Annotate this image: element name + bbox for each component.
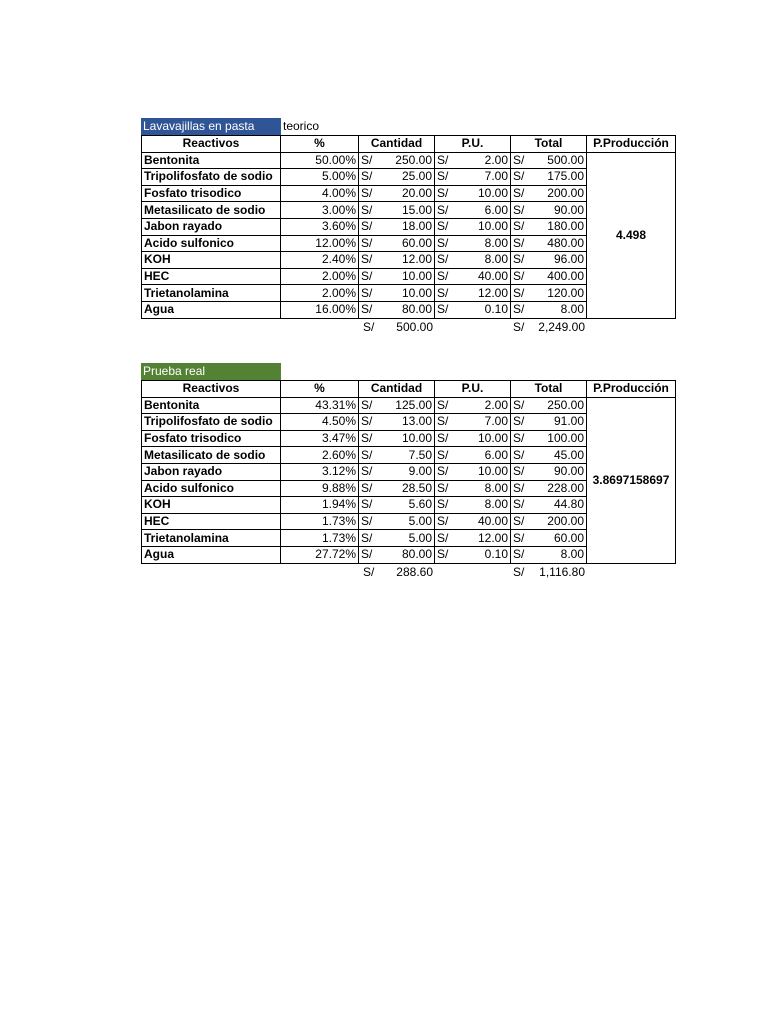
- currency-symbol: S/: [513, 319, 525, 334]
- total-cell: [511, 430, 587, 447]
- currency-symbol: S/: [361, 235, 373, 250]
- reactivo-name: Bentonita: [142, 397, 281, 414]
- cantidad-cell-value: 10.00: [401, 431, 432, 446]
- total-cell-value: 200.00: [547, 186, 584, 201]
- reactivo-name: KOH: [142, 497, 281, 514]
- reactivo-name: HEC: [142, 268, 281, 285]
- total-cell-value: 44.80: [553, 497, 584, 512]
- header-cantidad: Cantidad: [359, 136, 435, 153]
- teorico-section: [141, 118, 675, 336]
- currency-symbol: S/: [513, 431, 525, 446]
- reactivo-name: Metasilicato de sodio: [142, 202, 281, 219]
- currency-symbol: S/: [437, 235, 449, 250]
- currency-symbol: S/: [361, 269, 373, 284]
- currency-symbol: S/: [437, 252, 449, 267]
- total-cell-value: 100.00: [547, 431, 584, 446]
- total-cell: [511, 301, 587, 318]
- pct-cell: 1.73%: [281, 530, 359, 547]
- currency-symbol: S/: [513, 514, 525, 529]
- header-total: Total: [511, 381, 587, 398]
- currency-symbol: S/: [361, 447, 373, 462]
- pct-cell: 2.60%: [281, 447, 359, 464]
- total-cell-value: 200.00: [547, 514, 584, 529]
- currency-symbol: S/: [361, 414, 373, 429]
- total-cell-value: 500.00: [547, 152, 584, 167]
- header-pu: P.U.: [435, 136, 511, 153]
- total-cell-value: 90.00: [553, 464, 584, 479]
- total-total-value: 2,249.00: [538, 319, 585, 334]
- pu-cell: [435, 169, 511, 186]
- cantidad-cell: [359, 202, 435, 219]
- cantidad-cell: [359, 430, 435, 447]
- cantidad-cell: [359, 447, 435, 464]
- pu-cell: [435, 218, 511, 235]
- currency-symbol: S/: [361, 431, 373, 446]
- pu-cell-value: 8.00: [484, 480, 508, 495]
- total-cell-value: 180.00: [547, 219, 584, 234]
- total-cell: [511, 397, 587, 414]
- currency-symbol: S/: [513, 397, 525, 412]
- currency-symbol: S/: [437, 480, 449, 495]
- pu-cell-value: 6.00: [484, 202, 508, 217]
- currency-symbol: S/: [437, 202, 449, 217]
- currency-symbol: S/: [437, 414, 449, 429]
- total-cell-value: 175.00: [547, 169, 584, 184]
- header-pct: %: [281, 381, 359, 398]
- header-row: [142, 381, 676, 398]
- totals-row: [141, 319, 675, 336]
- pu-cell-value: 12.00: [477, 285, 508, 300]
- total-cell-value: 90.00: [553, 202, 584, 217]
- currency-symbol: S/: [437, 447, 449, 462]
- currency-symbol: S/: [361, 202, 373, 217]
- reactivo-name: Trietanolamina: [142, 285, 281, 302]
- pu-cell: [435, 430, 511, 447]
- reactivo-name: Fosfato trisodico: [142, 430, 281, 447]
- pu-cell: [435, 513, 511, 530]
- currency-symbol: S/: [437, 285, 449, 300]
- cantidad-cell-value: 13.00: [401, 414, 432, 429]
- currency-symbol: S/: [361, 152, 373, 167]
- cantidad-cell: [359, 463, 435, 480]
- currency-symbol: S/: [361, 169, 373, 184]
- pu-cell: [435, 202, 511, 219]
- header-produccion: P.Producción: [587, 381, 676, 398]
- currency-symbol: S/: [361, 464, 373, 479]
- reactivo-name: Trietanolamina: [142, 530, 281, 547]
- currency-symbol: S/: [361, 302, 373, 317]
- total-cantidad-value: 500.00: [396, 319, 433, 334]
- total-cell: [511, 235, 587, 252]
- pu-cell-value: 10.00: [477, 219, 508, 234]
- cantidad-cell-value: 20.00: [401, 186, 432, 201]
- pu-cell-value: 10.00: [477, 464, 508, 479]
- currency-symbol: S/: [513, 235, 525, 250]
- pct-cell: 3.12%: [281, 463, 359, 480]
- currency-symbol: S/: [513, 152, 525, 167]
- sheet-title: Lavavajillas en pasta: [141, 118, 281, 135]
- header-pu: P.U.: [435, 381, 511, 398]
- cantidad-cell: [359, 480, 435, 497]
- cantidad-cell-value: 80.00: [401, 547, 432, 562]
- reactivo-name: Agua: [142, 301, 281, 318]
- total-cell: [511, 414, 587, 431]
- pct-cell: 43.31%: [281, 397, 359, 414]
- currency-symbol: S/: [437, 497, 449, 512]
- pu-cell: [435, 546, 511, 563]
- total-cell-value: 228.00: [547, 480, 584, 495]
- header-row: [142, 136, 676, 153]
- currency-symbol: S/: [437, 547, 449, 562]
- header-cantidad: Cantidad: [359, 381, 435, 398]
- currency-symbol: S/: [437, 302, 449, 317]
- pu-cell-value: 0.10: [484, 302, 508, 317]
- pct-cell: 3.47%: [281, 430, 359, 447]
- prueba-real-section: [141, 363, 675, 581]
- total-cell: [511, 285, 587, 302]
- pu-cell-value: 8.00: [484, 235, 508, 250]
- currency-symbol: S/: [513, 169, 525, 184]
- pu-cell: [435, 397, 511, 414]
- cantidad-cell: [359, 414, 435, 431]
- cantidad-cell-value: 80.00: [401, 302, 432, 317]
- total-cell: [511, 268, 587, 285]
- total-cell-value: 120.00: [547, 285, 584, 300]
- cantidad-cell: [359, 397, 435, 414]
- pu-cell-value: 40.00: [477, 514, 508, 529]
- pu-cell-value: 7.00: [484, 414, 508, 429]
- total-cell: [511, 530, 587, 547]
- cantidad-cell: [359, 252, 435, 269]
- currency-symbol: S/: [437, 269, 449, 284]
- cantidad-cell-value: 12.00: [401, 252, 432, 267]
- header-pct: %: [281, 136, 359, 153]
- cantidad-cell-value: 15.00: [401, 202, 432, 217]
- pu-cell-value: 8.00: [484, 252, 508, 267]
- cantidad-cell-value: 10.00: [401, 285, 432, 300]
- currency-symbol: S/: [513, 219, 525, 234]
- currency-symbol: S/: [361, 514, 373, 529]
- produccion-cell: 4.498: [587, 152, 676, 318]
- pu-cell: [435, 480, 511, 497]
- reactivo-name: Agua: [142, 546, 281, 563]
- pu-cell-value: 8.00: [484, 497, 508, 512]
- currency-symbol: S/: [513, 252, 525, 267]
- cantidad-cell-value: 7.50: [408, 447, 432, 462]
- cantidad-cell: [359, 268, 435, 285]
- currency-symbol: S/: [513, 464, 525, 479]
- total-cell-value: 45.00: [553, 447, 584, 462]
- cantidad-cell-value: 60.00: [401, 235, 432, 250]
- cantidad-cell: [359, 218, 435, 235]
- reactivo-name: Jabon rayado: [142, 218, 281, 235]
- pu-cell-value: 6.00: [484, 447, 508, 462]
- cantidad-cell: [359, 530, 435, 547]
- total-cell: [511, 480, 587, 497]
- pct-cell: 1.94%: [281, 497, 359, 514]
- header-total: Total: [511, 136, 587, 153]
- pct-cell: 2.00%: [281, 285, 359, 302]
- header-reactivos: Reactivos: [142, 381, 281, 398]
- total-total-value: 1,116.80: [539, 564, 585, 579]
- total-cell: [511, 497, 587, 514]
- total-cell: [511, 447, 587, 464]
- pu-cell-value: 40.00: [477, 269, 508, 284]
- cantidad-cell-value: 10.00: [401, 269, 432, 284]
- pu-cell: [435, 463, 511, 480]
- currency-symbol: S/: [437, 169, 449, 184]
- currency-symbol: S/: [361, 547, 373, 562]
- table-row: [142, 397, 676, 414]
- pct-cell: 12.00%: [281, 235, 359, 252]
- currency-symbol: S/: [437, 152, 449, 167]
- currency-symbol: S/: [437, 186, 449, 201]
- cantidad-cell: [359, 546, 435, 563]
- currency-symbol: S/: [513, 285, 525, 300]
- pct-cell: 3.00%: [281, 202, 359, 219]
- total-cell: [511, 546, 587, 563]
- currency-symbol: S/: [437, 431, 449, 446]
- reactivo-name: Tripolifosfato de sodio: [142, 414, 281, 431]
- cantidad-cell-value: 5.00: [408, 530, 432, 545]
- pu-cell-value: 2.00: [484, 152, 508, 167]
- pct-cell: 4.00%: [281, 185, 359, 202]
- pu-cell-value: 7.00: [484, 169, 508, 184]
- total-cell: [511, 152, 587, 169]
- pu-cell: [435, 268, 511, 285]
- currency-symbol: S/: [437, 219, 449, 234]
- cantidad-cell: [359, 301, 435, 318]
- currency-symbol: S/: [361, 497, 373, 512]
- header-produccion: P.Producción: [587, 136, 676, 153]
- reactivos-table: [141, 380, 676, 564]
- currency-symbol: S/: [513, 414, 525, 429]
- currency-symbol: S/: [361, 186, 373, 201]
- reactivo-name: HEC: [142, 513, 281, 530]
- currency-symbol: S/: [437, 397, 449, 412]
- totals-row: [141, 564, 675, 581]
- currency-symbol: S/: [361, 219, 373, 234]
- currency-symbol: S/: [513, 269, 525, 284]
- cantidad-cell-value: 250.00: [395, 152, 432, 167]
- pct-cell: 2.00%: [281, 268, 359, 285]
- total-cantidad-value: 288.60: [396, 564, 433, 579]
- pu-cell: [435, 252, 511, 269]
- pu-cell-value: 10.00: [477, 186, 508, 201]
- reactivo-name: Bentonita: [142, 152, 281, 169]
- pct-cell: 1.73%: [281, 513, 359, 530]
- reactivo-name: Tripolifosfato de sodio: [142, 169, 281, 186]
- cantidad-cell: [359, 235, 435, 252]
- cantidad-cell-value: 28.50: [401, 480, 432, 495]
- pct-cell: 2.40%: [281, 252, 359, 269]
- pct-cell: 27.72%: [281, 546, 359, 563]
- currency-symbol: S/: [437, 464, 449, 479]
- pu-cell-value: 2.00: [484, 397, 508, 412]
- cantidad-cell: [359, 169, 435, 186]
- reactivo-name: Acido sulfonico: [142, 235, 281, 252]
- cantidad-cell-value: 25.00: [401, 169, 432, 184]
- produccion-cell: 3.8697158697: [587, 397, 676, 563]
- reactivos-table: [141, 135, 676, 319]
- pu-cell: [435, 530, 511, 547]
- total-cell-value: 250.00: [547, 397, 584, 412]
- pu-cell: [435, 235, 511, 252]
- total-cell: [511, 252, 587, 269]
- cantidad-cell-value: 5.60: [408, 497, 432, 512]
- currency-symbol: S/: [361, 480, 373, 495]
- currency-symbol: S/: [361, 252, 373, 267]
- pu-cell: [435, 447, 511, 464]
- currency-symbol: S/: [513, 202, 525, 217]
- pu-cell-value: 12.00: [477, 530, 508, 545]
- reactivo-name: Jabon rayado: [142, 463, 281, 480]
- total-cell-value: 8.00: [560, 547, 584, 562]
- pct-cell: 9.88%: [281, 480, 359, 497]
- pu-cell: [435, 285, 511, 302]
- total-cell: [511, 169, 587, 186]
- cantidad-cell-value: 18.00: [401, 219, 432, 234]
- cantidad-cell: [359, 152, 435, 169]
- pu-cell-value: 0.10: [484, 547, 508, 562]
- title-row: [141, 118, 675, 135]
- currency-symbol: S/: [437, 530, 449, 545]
- total-cell-value: 60.00: [553, 530, 584, 545]
- total-cell: [511, 513, 587, 530]
- cantidad-cell: [359, 285, 435, 302]
- pu-cell: [435, 301, 511, 318]
- total-cell: [511, 463, 587, 480]
- cantidad-cell-value: 9.00: [408, 464, 432, 479]
- table-row: [142, 152, 676, 169]
- currency-symbol: S/: [513, 302, 525, 317]
- cantidad-cell: [359, 513, 435, 530]
- pu-cell: [435, 185, 511, 202]
- cantidad-cell-value: 125.00: [395, 397, 432, 412]
- pu-cell: [435, 152, 511, 169]
- currency-symbol: S/: [513, 530, 525, 545]
- currency-symbol: S/: [361, 530, 373, 545]
- reactivo-name: Acido sulfonico: [142, 480, 281, 497]
- pct-cell: 3.60%: [281, 218, 359, 235]
- header-reactivos: Reactivos: [142, 136, 281, 153]
- pu-cell: [435, 414, 511, 431]
- pct-cell: 5.00%: [281, 169, 359, 186]
- sheet-title: Prueba real: [141, 363, 281, 380]
- cantidad-cell-value: 5.00: [408, 514, 432, 529]
- cantidad-cell: [359, 185, 435, 202]
- total-cell: [511, 202, 587, 219]
- currency-symbol: S/: [513, 547, 525, 562]
- total-cell-value: 96.00: [553, 252, 584, 267]
- currency-symbol: S/: [361, 397, 373, 412]
- pu-cell: [435, 497, 511, 514]
- currency-symbol: S/: [437, 514, 449, 529]
- reactivo-name: KOH: [142, 252, 281, 269]
- currency-symbol: S/: [513, 480, 525, 495]
- sheet-note: teorico: [283, 119, 320, 133]
- currency-symbol: S/: [513, 564, 525, 579]
- currency-symbol: S/: [361, 285, 373, 300]
- currency-symbol: S/: [513, 497, 525, 512]
- total-cell-value: 480.00: [547, 235, 584, 250]
- total-cell: [511, 185, 587, 202]
- total-cell: [511, 218, 587, 235]
- title-row: [141, 363, 675, 380]
- reactivo-name: Fosfato trisodico: [142, 185, 281, 202]
- reactivo-name: Metasilicato de sodio: [142, 447, 281, 464]
- currency-symbol: S/: [513, 447, 525, 462]
- currency-symbol: S/: [363, 319, 375, 334]
- pct-cell: 50.00%: [281, 152, 359, 169]
- currency-symbol: S/: [363, 564, 375, 579]
- pct-cell: 4.50%: [281, 414, 359, 431]
- cantidad-cell: [359, 497, 435, 514]
- total-cell-value: 91.00: [553, 414, 584, 429]
- table-body: [142, 152, 676, 318]
- pct-cell: 16.00%: [281, 301, 359, 318]
- currency-symbol: S/: [513, 186, 525, 201]
- table-body: [142, 397, 676, 563]
- total-cell-value: 400.00: [547, 269, 584, 284]
- total-cell-value: 8.00: [560, 302, 584, 317]
- pu-cell-value: 10.00: [477, 431, 508, 446]
